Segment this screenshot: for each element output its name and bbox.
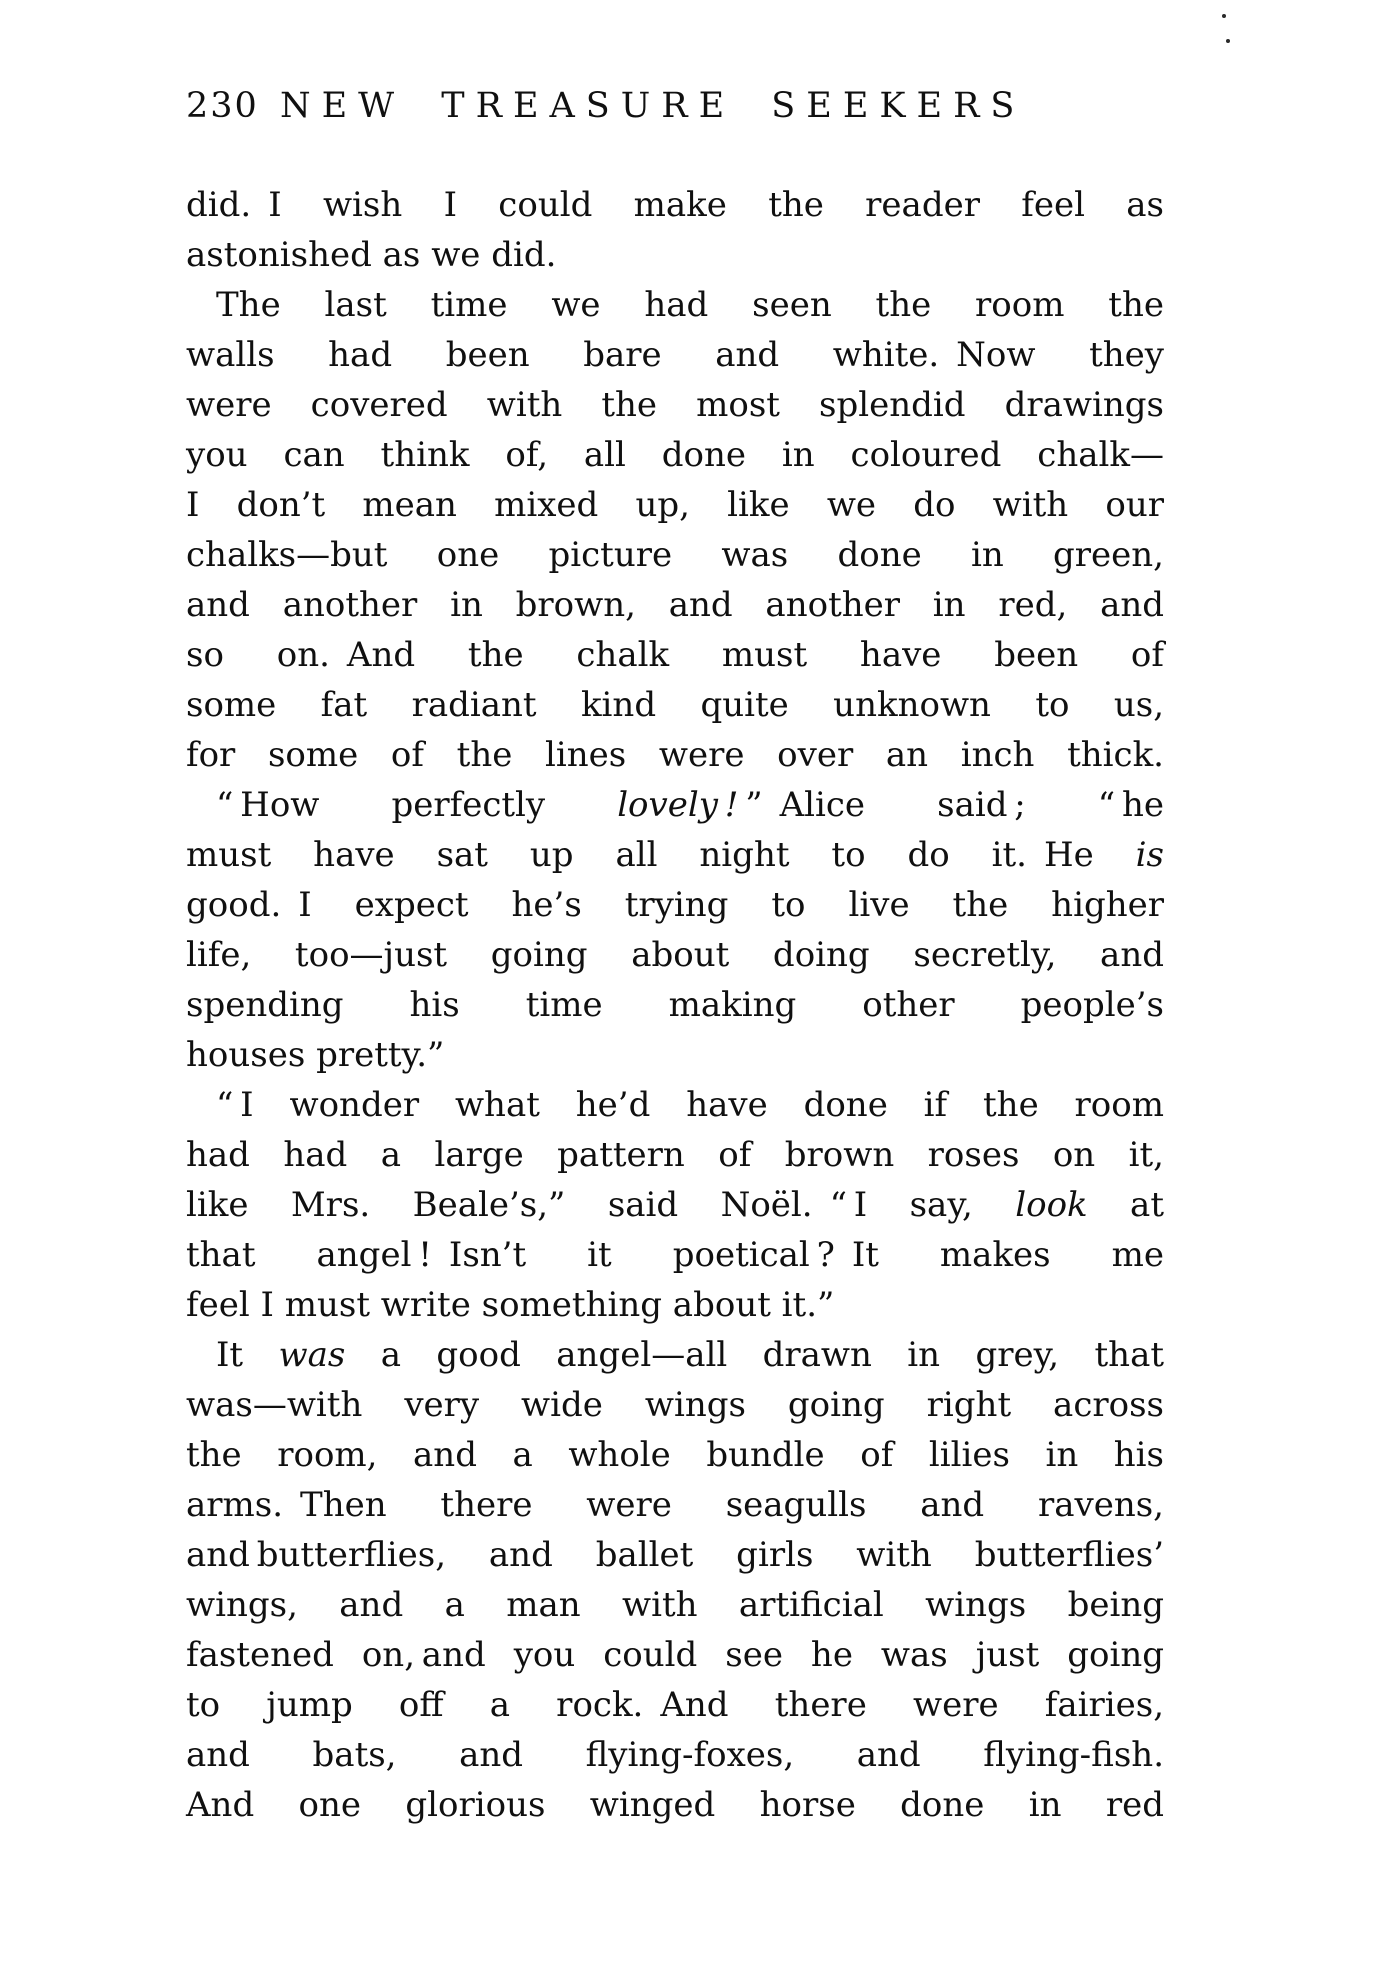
text-segment: ” Alice said ; “ he <box>738 785 1164 825</box>
text-line <box>186 1030 1164 1080</box>
text-segment: and another in brown, and another in red, and <box>186 585 1164 625</box>
text-line <box>186 1380 1164 1430</box>
text-line <box>186 330 1164 380</box>
text-block <box>186 180 1164 1830</box>
text-segment: and butterflies, and ballet girls with butterflies’ <box>186 1535 1164 1575</box>
text-segment: I don’t mean mixed up, like we do with our <box>186 485 1164 525</box>
text-line <box>186 1130 1164 1180</box>
text-segment: so on. And the chalk must have been of <box>186 635 1164 675</box>
text-line <box>186 1730 1164 1780</box>
text-line <box>186 630 1164 680</box>
text-segment: a good angel—all drawn in grey, that <box>345 1335 1165 1375</box>
text-line <box>186 830 1164 880</box>
italic-text-segment: lovely ! <box>617 785 739 825</box>
text-line <box>186 1280 1164 1330</box>
text-segment: “ How perfectly <box>216 785 618 825</box>
text-segment: It <box>216 1335 279 1375</box>
text-line <box>186 430 1164 480</box>
text-line <box>186 1480 1164 1530</box>
text-segment: fastened on, and you could see he was just going <box>186 1635 1164 1675</box>
page-number: 230 <box>186 86 259 126</box>
text-segment: must have sat up all night to do it. He <box>186 835 1136 875</box>
text-line <box>186 380 1164 430</box>
text-segment: for some of the lines were over an inch thick. <box>186 735 1164 775</box>
text-segment: And one glorious winged horse done in red <box>186 1785 1164 1825</box>
text-segment: feel I must write something about it.” <box>186 1285 835 1325</box>
text-segment: chalks—but one picture was done in green, <box>186 535 1164 575</box>
text-segment: like Mrs. Beale’s,” said Noël. “ I say, <box>186 1185 1016 1225</box>
text-line <box>186 1680 1164 1730</box>
text-line <box>186 230 1164 280</box>
text-segment: life, too—just going about doing secretly, and <box>186 935 1164 975</box>
italic-text-segment: was <box>278 1335 346 1375</box>
text-segment: good. I expect he’s trying to live the higher <box>186 885 1164 925</box>
text-line <box>186 1230 1164 1280</box>
italic-text-segment: look <box>1015 1185 1088 1225</box>
text-segment: that angel ! Isn’t it poetical ? It makes me <box>186 1235 1164 1275</box>
text-line <box>186 880 1164 930</box>
text-segment: you can think of, all done in coloured chalk— <box>186 435 1164 475</box>
text-segment: was—with very wide wings going right across <box>186 1385 1164 1425</box>
text-segment: the room, and a whole bundle of lilies in his <box>186 1435 1164 1475</box>
text-line <box>186 730 1164 780</box>
running-title: NEW TREASURE SEEKERS <box>280 86 1026 126</box>
text-segment: had had a large pattern of brown roses on it, <box>186 1135 1164 1175</box>
text-segment: to jump off a rock. And there were fairies, <box>186 1685 1164 1725</box>
text-line <box>186 1430 1164 1480</box>
text-line <box>186 480 1164 530</box>
italic-text-segment: is <box>1135 835 1164 875</box>
text-segment: walls had been bare and white. Now they <box>186 335 1164 375</box>
text-segment: at <box>1087 1185 1164 1225</box>
text-line <box>186 980 1164 1030</box>
text-line <box>186 1630 1164 1680</box>
text-line <box>186 1780 1164 1830</box>
running-head <box>0 0 1386 140</box>
text-line <box>186 680 1164 730</box>
text-segment: arms. Then there were seagulls and ravens, <box>186 1485 1164 1525</box>
text-line <box>186 180 1164 230</box>
text-line <box>186 530 1164 580</box>
text-line <box>186 1330 1164 1380</box>
text-line <box>186 1080 1164 1130</box>
text-segment: astonished as we did. <box>186 235 557 275</box>
text-segment: spending his time making other people’s <box>186 985 1164 1025</box>
text-line <box>186 930 1164 980</box>
text-line <box>186 1180 1164 1230</box>
text-segment: “ I wonder what he’d have done if the room <box>216 1085 1164 1125</box>
text-segment: The last time we had seen the room the <box>216 285 1164 325</box>
text-segment: some fat radiant kind quite unknown to us, <box>186 685 1164 725</box>
text-line <box>186 1530 1164 1580</box>
text-segment: houses pretty.” <box>186 1035 445 1075</box>
text-segment: and bats, and flying-foxes, and flying-fish. <box>186 1735 1164 1775</box>
text-line <box>186 780 1164 830</box>
scan-speck <box>1222 14 1226 18</box>
text-segment: wings, and a man with artificial wings being <box>186 1585 1164 1625</box>
text-segment: did. I wish I could make the reader feel as <box>186 185 1164 225</box>
text-segment: were covered with the most splendid drawings <box>186 385 1164 425</box>
text-line <box>186 280 1164 330</box>
text-line <box>186 1580 1164 1630</box>
text-line <box>186 580 1164 630</box>
scan-speck <box>1226 39 1230 43</box>
